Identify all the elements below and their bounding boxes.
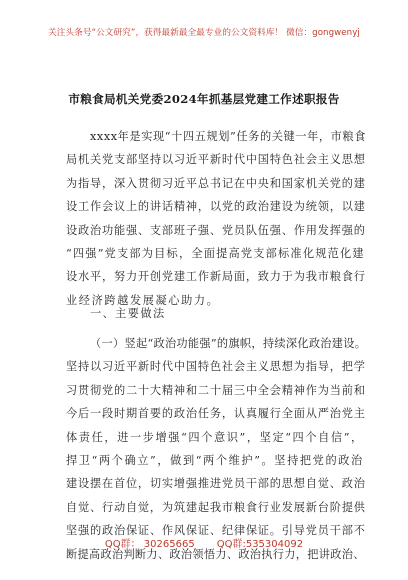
body-line: 自觉、行动自觉，为筑建起我市粮食行业发展新台阶提供 (66, 500, 366, 514)
top-promo-banner: 关注头条号“公文研究”，获得最新最全最专业的公文资料库！ 微信：gongwenyj (48, 28, 360, 38)
intro-line: 局机关党支部坚持以习近平新时代中国特色社会主义思想 (66, 153, 366, 167)
intro-line: xxxx年是实现“十四五规划”任务的关键一年，市粮食 (90, 130, 366, 143)
intro-line: 为指导，深入贯彻习近平总书记在中央和国家机关党的建 (66, 176, 366, 190)
body-line: 捍卫“两个确立”，做到“两个维护”。坚持把党的政治 (66, 454, 364, 468)
footer-qq-group-2: QQ群:535304092 (216, 539, 304, 550)
intro-paragraph (66, 125, 366, 312)
intro-line: 设政治功能强、支部班子强、党员队伍强、作用发挥强的 (66, 223, 366, 237)
body-paragraph (66, 332, 366, 566)
body-line: 建设摆在首位，切实增强推进党员干部的思想自觉、政治 (66, 477, 366, 491)
body-line: （一）竖起“政治功能强”的旗帜，持续深化政治建设。 (90, 337, 366, 350)
intro-line: 设工作会议上的讲话精神，以党的政治建设为统领，以建 (66, 200, 366, 214)
body-line: 习贯彻党的二十大精神和二十届三中全会精神作为当前和 (66, 383, 366, 397)
body-line: 今后一段时期首要的政治任务，认真履行全面从严治党主 (66, 407, 366, 421)
document-title: 市粮食局机关党委2024年抓基层党建工作述职报告 (68, 92, 340, 106)
footer-qq-group-1: QQ群： 30265665 (104, 539, 195, 550)
body-line: 坚强的政治保证、作风保证、纪律保证。引导党员干部不 (66, 524, 366, 538)
body-line: 坚持以习近平新时代中国特色社会主义思想为指导，把学 (66, 360, 366, 374)
intro-line: “四强”党支部为目标，全面提高党支部标准化规范化建 (66, 247, 365, 261)
intro-line: 设水平，努力开创党建工作新局面，致力于为我市粮食行 (66, 270, 366, 284)
footer-contact (0, 535, 408, 550)
body-line: 体责任，进一步增强“四个意识”，坚定“四个自信”， (66, 430, 364, 444)
section-heading: 一、主要做法 (90, 307, 166, 320)
body-line: 断提高政治判断力、政治领悟力、政治执行力，把讲政治、 (66, 547, 365, 561)
intro-line: 业经济跨越发展凝心助力。 (66, 293, 220, 307)
